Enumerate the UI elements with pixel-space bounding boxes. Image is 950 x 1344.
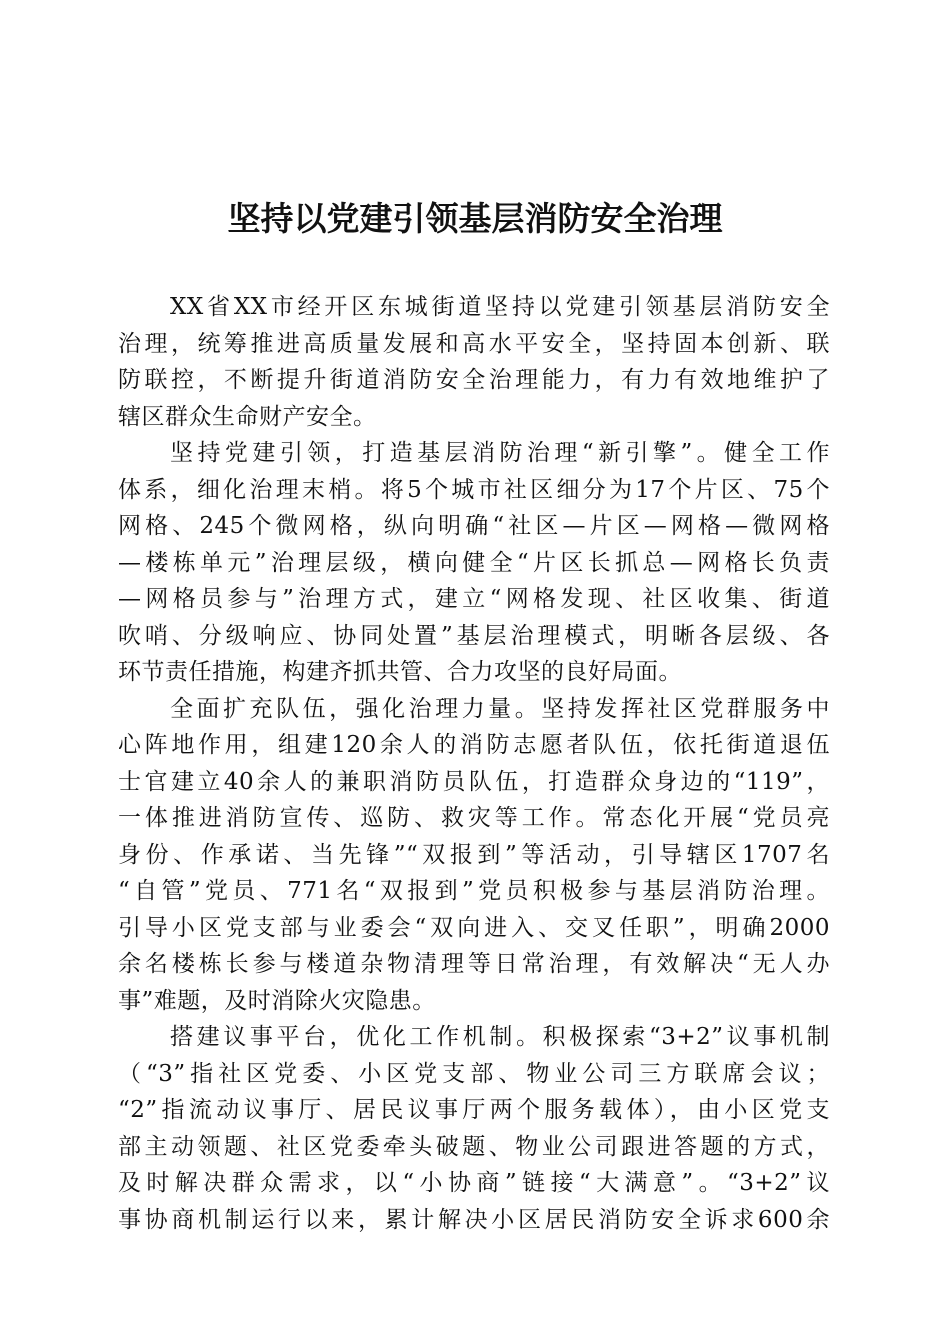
document-title: 坚持以党建引领基层消防安全治理	[227, 199, 723, 238]
paragraph-3-line-3: 士官建立40余人的兼职消防员队伍，打造群众身边的“119”，	[118, 768, 830, 795]
paragraph-4-line-2: （“3”指社区党委、小区党支部、物业公司三方联席会议；	[118, 1060, 830, 1087]
paragraph-4-line-3: “2”指流动议事厅、居民议事厅两个服务载体），由小区党支	[118, 1097, 830, 1123]
document-body	[118, 289, 830, 1238]
paragraph-4-line-5: 及时解决群众需求，以“小协商”链接“大满意”。“3+2”议	[118, 1170, 830, 1196]
paragraph-3-line-5: 身份、作承诺、当先锋”“双报到”等活动，引导辖区1707名	[118, 841, 830, 868]
paragraph-3-line-9: 事”难题，及时消除火灾隐患。	[118, 987, 436, 1014]
paragraph-2-line-5: —网格员参与”治理方式，建立“网格发现、社区收集、街道	[118, 586, 830, 612]
paragraph-1-line-2: 治理，统筹推进高质量发展和高水平安全，坚持固本创新、联	[118, 330, 830, 357]
paragraph-2-line-7: 环节责任措施，构建齐抓共管、合力攻坚的良好局面。	[118, 659, 682, 685]
paragraph-2-line-6: 吹哨、分级响应、协同处置”基层治理模式，明晰各层级、各	[118, 622, 830, 649]
paragraph-1-line-3: 防联控，不断提升街道消防安全治理能力，有力有效地维护了	[118, 367, 830, 393]
paragraph-2-line-3: 网格、245个微网格，纵向明确“社区—片区—网格—微网格	[118, 513, 830, 539]
paragraph-2-line-4: —楼栋单元”治理层级，横向健全“片区长抓总—网格长负责	[118, 549, 830, 576]
paragraph-3-line-6: “自管”党员、771名“双报到”党员积极参与基层消防治理。	[118, 878, 830, 904]
paragraph-4-line-1: 搭建议事平台，优化工作机制。积极探索“3+2”议事机制	[170, 1024, 830, 1050]
paragraph-3-line-7: 引导小区党支部与业委会“双向进入、交叉任职”，明确2000	[118, 914, 830, 941]
paragraph-1-line-1: XX省XX市经开区东城街道坚持以党建引领基层消防安全	[170, 294, 830, 320]
paragraph-4-line-6: 事协商机制运行以来，累计解决小区居民消防安全诉求600余	[118, 1206, 830, 1233]
paragraph-3-line-2: 心阵地作用，组建120余人的消防志愿者队伍，依托街道退伍	[118, 732, 830, 758]
paragraph-2-line-1: 坚持党建引领，打造基层消防治理“新引擎”。健全工作	[170, 440, 830, 466]
paragraph-2-line-2: 体系，细化治理末梢。将5个城市社区细分为17个片区、75个	[118, 476, 830, 503]
paragraph-3-line-1: 全面扩充队伍，强化治理力量。坚持发挥社区党群服务中	[170, 695, 830, 722]
paragraph-1-line-4: 辖区群众生命财产安全。	[118, 403, 377, 430]
paragraph-3-line-4: 一体推进消防宣传、巡防、救灾等工作。常态化开展“党员亮	[118, 805, 830, 831]
paragraph-3-line-8: 余名楼栋长参与楼道杂物清理等日常治理，有效解决“无人办	[118, 951, 830, 977]
paragraph-4-line-4: 部主动领题、社区党委牵头破题、物业公司跟进答题的方式，	[118, 1133, 830, 1160]
